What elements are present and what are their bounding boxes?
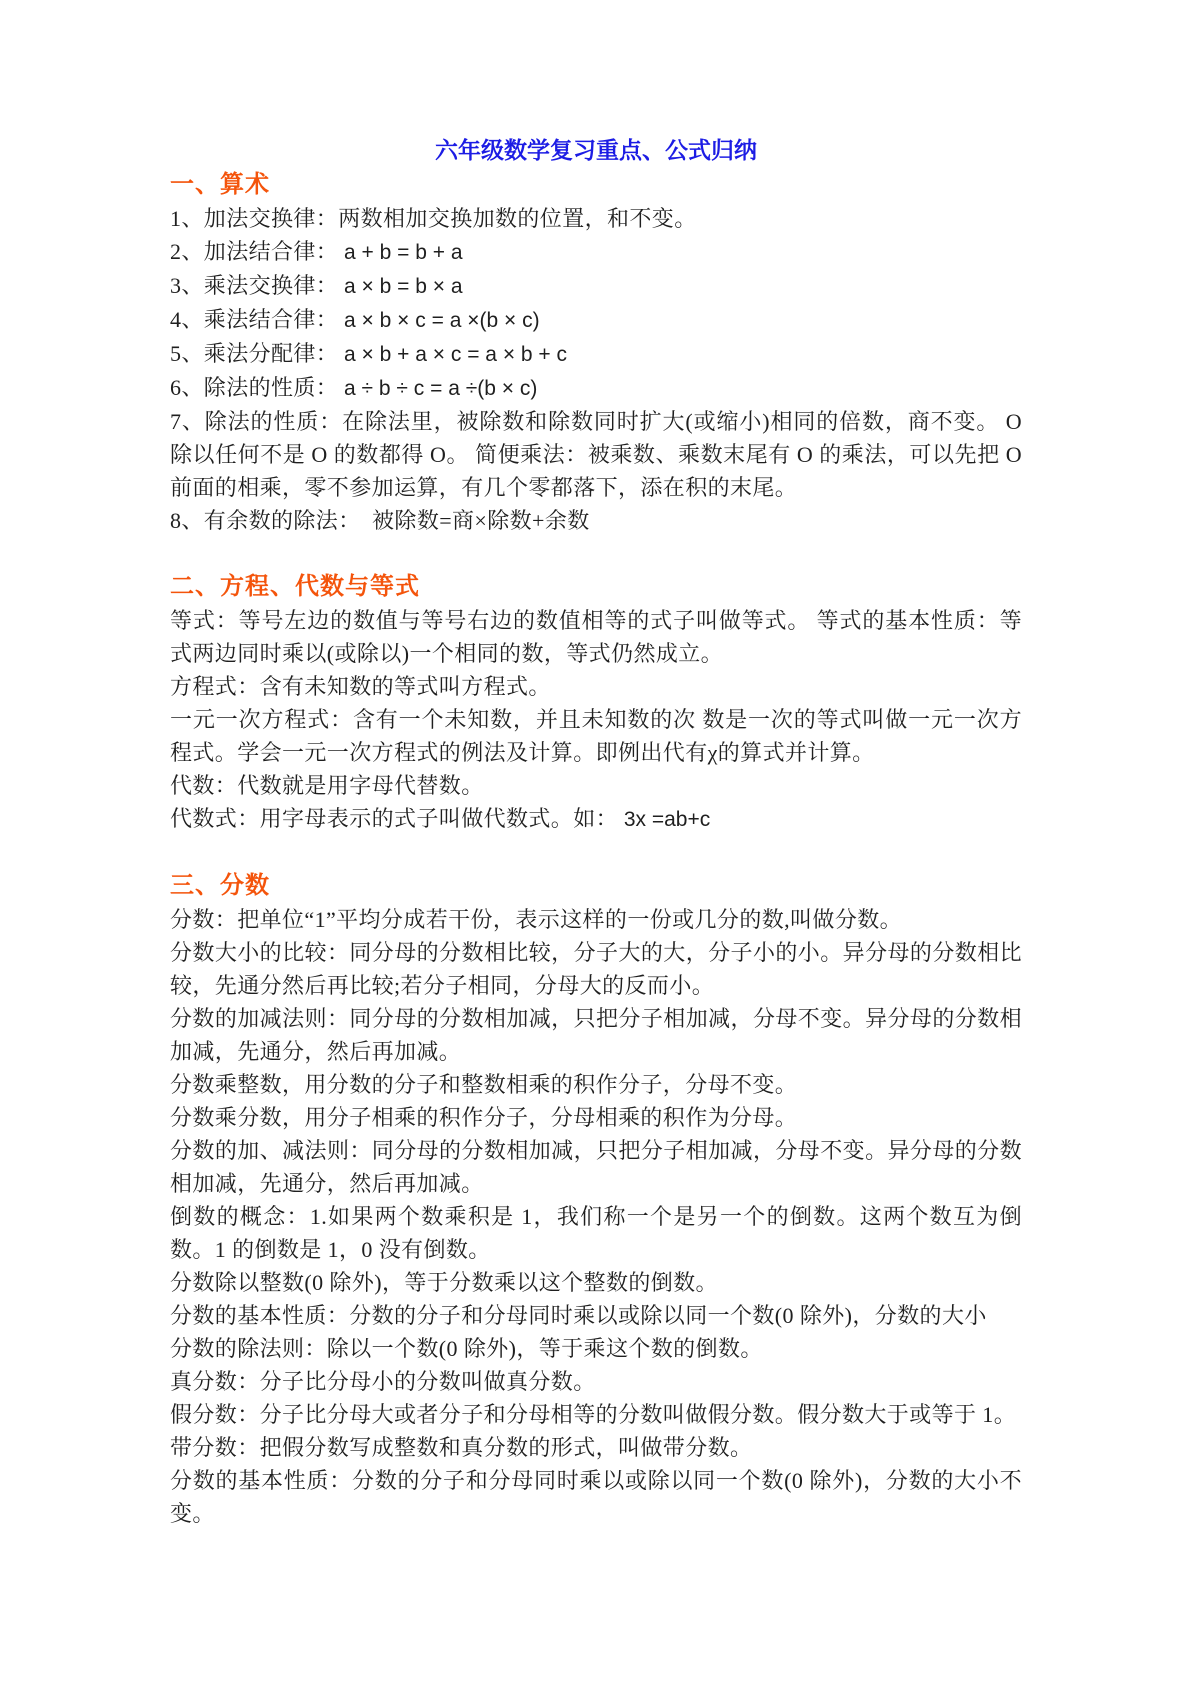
formula-text: a × b + a × c = a × b + c	[338, 343, 568, 366]
document-section	[170, 570, 1022, 836]
paragraph	[170, 1365, 1022, 1398]
section-heading-1: 一、算术	[170, 171, 270, 198]
body-text: 1、加法交换律：两数相加交换加数的位置，和不变。	[170, 206, 697, 231]
body-text: 分数的除法则：除以一个数(0 除外)，等于乘这个数的倒数。	[170, 1336, 763, 1361]
paragraph	[170, 604, 1022, 670]
body-text: 带分数：把假分数写成整数和真分数的形式，叫做带分数。	[170, 1435, 753, 1460]
body-text: 分数大小的比较：同分母的分数相比较，分子大的大，分子小的小。异分母的分数相比较，先通分然后再比较;若分子相同，分母大的反而小。	[170, 940, 1022, 998]
section-heading-2: 二、方程、代数与等式	[170, 573, 420, 600]
paragraph	[170, 504, 1022, 537]
paragraph	[170, 1431, 1022, 1464]
paragraph	[170, 936, 1022, 1002]
formula-text: 3x =ab+c	[618, 808, 711, 831]
body-text: 代数式：用字母表示的式子叫做代数式。如：	[170, 806, 619, 831]
paragraph	[170, 405, 1022, 504]
paragraph	[170, 903, 1022, 936]
paragraph	[170, 1398, 1022, 1431]
paragraph	[170, 1200, 1022, 1266]
paragraph	[170, 269, 1022, 303]
body-text: 6、除法的性质：	[170, 375, 339, 400]
body-text: 分数的加减法则：同分母的分数相加减，只把分子相加减，分母不变。异分母的分数相加减，先通分，然后再加减。	[170, 1006, 1022, 1064]
body-text: 5、乘法分配律：	[170, 341, 339, 366]
body-text: 分数的基本性质：分数的分子和分母同时乘以或除以同一个数(0 除外)，分数的大小不变。	[170, 1468, 1022, 1526]
paragraph	[170, 337, 1022, 371]
paragraph	[170, 303, 1022, 337]
section-heading-3: 三、分数	[170, 872, 270, 899]
paragraph	[170, 1002, 1022, 1068]
document-body	[170, 168, 1022, 1530]
body-text: 7、除法的性质：在除法里，被除数和除数同时扩大(或缩小)相同的倍数，商不变。 O 除以任何不是 O 的数都得 O。 简便乘法：被乘数、乘数末尾有 O 的乘法，可以先把 O 前面的相乘，零不参加运算，有几个零都落下，添在积的末尾。	[170, 409, 1022, 500]
body-text: 4、乘法结合律：	[170, 307, 339, 332]
paragraph	[170, 1299, 1022, 1332]
body-text: 分数乘整数，用分数的分子和整数相乘的积作分子，分母不变。	[170, 1072, 798, 1097]
paragraph	[170, 371, 1022, 405]
body-text: 分数：把单位“1”平均分成若干份，表示这样的一份或几分的数,叫做分数。	[170, 907, 903, 932]
paragraph	[170, 1332, 1022, 1365]
paragraph	[170, 802, 1022, 836]
formula-text: a × b = b × a	[338, 275, 463, 298]
paragraph	[170, 1134, 1022, 1200]
paragraph	[170, 703, 1022, 769]
body-text: 分数乘分数，用分子相乘的积作分子，分母相乘的积作为分母。	[170, 1105, 798, 1130]
body-text: 被除数=商×除数+余数	[372, 508, 590, 533]
body-text: 2、加法结合律：	[170, 239, 339, 264]
body-text: 倒数的概念：1.如果两个数乘积是 1，我们称一个是另一个的倒数。这两个数互为倒数。1 的倒数是 1，0 没有倒数。	[170, 1204, 1022, 1262]
body-text: 假分数：分子比分母大或者分子和分母相等的分数叫做假分数。假分数大于或等于 1。	[170, 1402, 1017, 1427]
formula-text: a ÷ b ÷ c = a ÷(b × c)	[338, 377, 538, 400]
body-text: 分数的基本性质：分数的分子和分母同时乘以或除以同一个数(0 除外)，分数的大小	[170, 1303, 987, 1328]
formula-text: a + b = b + a	[338, 241, 463, 264]
body-text: 真分数：分子比分母小的分数叫做真分数。	[170, 1369, 596, 1394]
body-text: 一元一次方程式：含有一个未知数，并且未知数的次 数是一次的等式叫做一元一次方程式。学会一元一次方程式的例法及计算。即例出代有χ的算式并计算。	[170, 707, 1022, 765]
section-paragraphs	[170, 604, 1022, 836]
body-text: 代数：代数就是用字母代替数。	[170, 773, 484, 798]
body-text: 等式：等号左边的数值与等号右边的数值相等的式子叫做等式。 等式的基本性质：等式两边同时乘以(或除以)一个相同的数，等式仍然成立。	[170, 608, 1022, 666]
document-section	[170, 168, 1022, 537]
paragraph	[170, 1266, 1022, 1299]
body-text: 3、乘法交换律：	[170, 273, 339, 298]
paragraph	[170, 769, 1022, 802]
body-text: 分数的加、减法则：同分母的分数相加减，只把分子相加减，分母不变。异分母的分数相加减，先通分，然后再加减。	[170, 1138, 1022, 1196]
body-text: 分数除以整数(0 除外)，等于分数乘以这个整数的倒数。	[170, 1270, 718, 1295]
body-text: 方程式：含有未知数的等式叫方程式。	[170, 674, 551, 699]
document-title: 六年级数学复习重点、公式归纳	[435, 137, 757, 163]
paragraph	[170, 1068, 1022, 1101]
body-text: 8、有余数的除法：	[170, 508, 373, 533]
document-section	[170, 869, 1022, 1530]
paragraph	[170, 235, 1022, 269]
paragraph	[170, 670, 1022, 703]
paragraph	[170, 1464, 1022, 1530]
paragraph	[170, 1101, 1022, 1134]
section-paragraphs	[170, 202, 1022, 537]
section-paragraphs	[170, 903, 1022, 1530]
paragraph	[170, 202, 1022, 235]
formula-text: a × b × c = a ×(b × c)	[338, 309, 540, 332]
